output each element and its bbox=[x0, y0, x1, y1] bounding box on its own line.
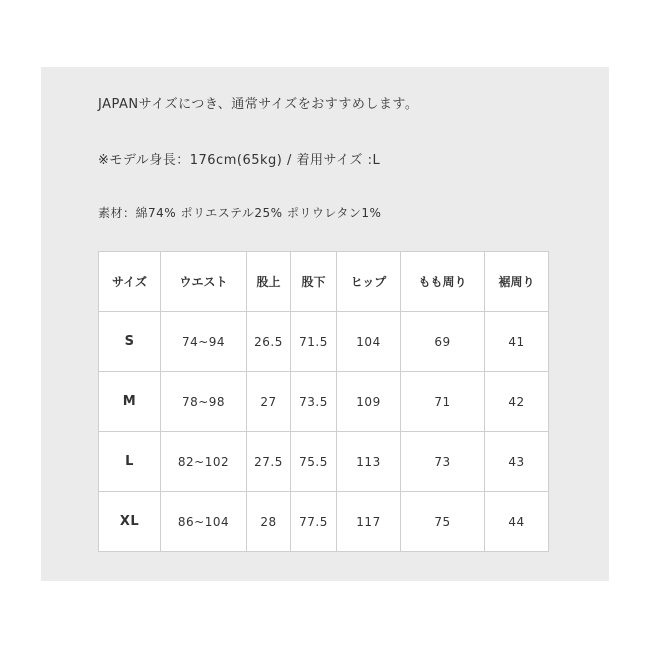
thigh-cell: 71 bbox=[401, 372, 485, 432]
waist-cell: 86~104 bbox=[161, 492, 247, 552]
table-row bbox=[99, 312, 549, 372]
header-waist: ウエスト bbox=[161, 252, 247, 312]
rise-cell: 28 bbox=[247, 492, 291, 552]
thigh-cell: 69 bbox=[401, 312, 485, 372]
inseam-cell: 73.5 bbox=[291, 372, 337, 432]
hip-cell: 104 bbox=[337, 312, 401, 372]
size-chart-table bbox=[98, 251, 549, 552]
size-cell: L bbox=[99, 432, 161, 492]
inseam-cell: 75.5 bbox=[291, 432, 337, 492]
table-row bbox=[99, 372, 549, 432]
hem-cell: 43 bbox=[485, 432, 549, 492]
thigh-cell: 73 bbox=[401, 432, 485, 492]
hem-cell: 44 bbox=[485, 492, 549, 552]
thigh-cell: 75 bbox=[401, 492, 485, 552]
rise-cell: 27.5 bbox=[247, 432, 291, 492]
hip-cell: 109 bbox=[337, 372, 401, 432]
hip-cell: 117 bbox=[337, 492, 401, 552]
size-cell: XL bbox=[99, 492, 161, 552]
size-cell: M bbox=[99, 372, 161, 432]
table-row bbox=[99, 492, 549, 552]
hem-cell: 41 bbox=[485, 312, 549, 372]
hem-cell: 42 bbox=[485, 372, 549, 432]
header-rise: 股上 bbox=[247, 252, 291, 312]
rise-cell: 26.5 bbox=[247, 312, 291, 372]
header-size: サイズ bbox=[99, 252, 161, 312]
material-note: 素材：綿74% ポリエステル25% ポリウレタン1% bbox=[98, 206, 382, 220]
rise-cell: 27 bbox=[247, 372, 291, 432]
header-thigh: もも周り bbox=[401, 252, 485, 312]
inseam-cell: 77.5 bbox=[291, 492, 337, 552]
header-inseam: 股下 bbox=[291, 252, 337, 312]
header-hem: 裾周り bbox=[485, 252, 549, 312]
fit-note: JAPANサイズにつき、通常サイズをおすすめします。 bbox=[98, 97, 419, 112]
size-info-panel bbox=[41, 67, 609, 581]
table-row bbox=[99, 432, 549, 492]
header-hip: ヒップ bbox=[337, 252, 401, 312]
waist-cell: 78~98 bbox=[161, 372, 247, 432]
size-cell: S bbox=[99, 312, 161, 372]
model-note: ※モデル身長：176cm(65kg) / 着用サイズ :L bbox=[98, 153, 381, 168]
inseam-cell: 71.5 bbox=[291, 312, 337, 372]
waist-cell: 82~102 bbox=[161, 432, 247, 492]
hip-cell: 113 bbox=[337, 432, 401, 492]
waist-cell: 74~94 bbox=[161, 312, 247, 372]
table-header-row bbox=[99, 252, 549, 312]
